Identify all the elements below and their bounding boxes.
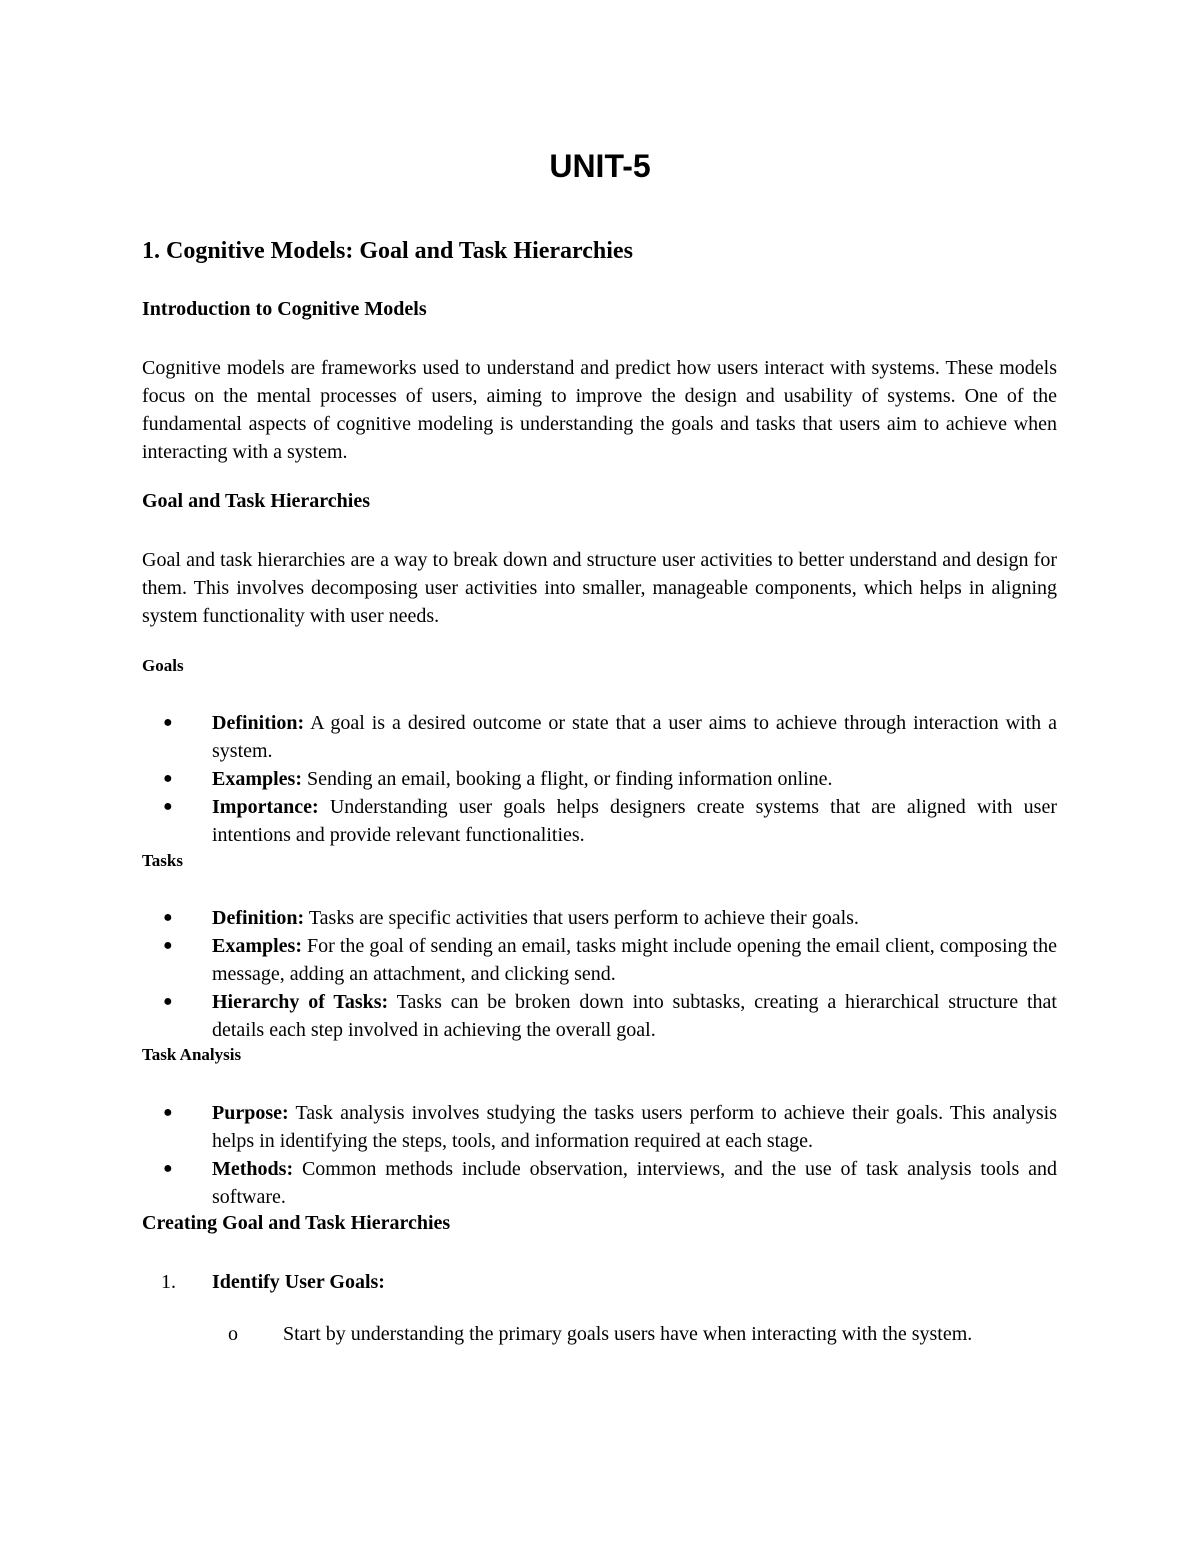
item-term: Hierarchy of Tasks: — [212, 991, 389, 1013]
item-text: Common methods include observation, interviews, and the use of task analysis tools and software. — [212, 1158, 1057, 1208]
list-item — [0, 1099, 1200, 1155]
item-term: Definition: — [212, 907, 305, 929]
sub-marker: o — [228, 1323, 238, 1345]
task-analysis-list — [0, 1099, 1200, 1211]
sub-text: Start by understanding the primary goals users have when interacting with the system. — [283, 1323, 973, 1345]
task-analysis-heading: Task Analysis — [142, 1045, 242, 1064]
creating-heading: Creating Goal and Task Hierarchies — [142, 1212, 451, 1234]
bullet-icon: ● — [163, 770, 173, 787]
intro-paragraph: Cognitive models are frameworks used to understand and predict how users interact with systems. These models focus on the mental processes of users, aiming to improve the design and usability of systems. One of the fundamental aspects of cognitive modeling is understanding the goals and tasks that users aim to achieve when interacting with a system. — [142, 357, 1057, 463]
item-text: A goal is a desired outcome or state that a user aims to achieve through interaction with a system. — [212, 712, 1057, 762]
item-text: Tasks are specific activities that users perform to achieve their goals. — [304, 907, 859, 929]
item-term: Examples: — [212, 768, 302, 790]
list-item — [0, 1268, 1200, 1296]
list-item — [0, 1320, 1200, 1348]
list-item — [0, 709, 1200, 765]
bullet-icon: ● — [163, 1104, 173, 1121]
item-term: Methods: — [212, 1158, 294, 1180]
gth-heading: Goal and Task Hierarchies — [142, 490, 371, 512]
tasks-list — [0, 904, 1200, 1044]
item-text: For the goal of sending an email, tasks might include opening the email client, composing the message, adding an attachment, and clicking send. — [212, 935, 1057, 985]
page-title: UNIT-5 — [549, 148, 651, 184]
bullet-icon: ● — [163, 798, 173, 815]
item-text: Sending an email, booking a flight, or finding information online. — [302, 768, 833, 790]
item-text: Understanding user goals helps designers create systems that are aligned with user intentions and provide relevant functionalities. — [212, 796, 1057, 846]
bullet-icon: ● — [163, 937, 173, 954]
item-term: Purpose: — [212, 1102, 289, 1124]
section-heading: 1. Cognitive Models: Goal and Task Hierarchies — [142, 238, 633, 264]
list-item — [0, 932, 1200, 988]
item-term: Importance: — [212, 796, 319, 818]
list-item — [0, 765, 1200, 793]
bullet-icon: ● — [163, 993, 173, 1010]
item-text: Tasks can be broken down into subtasks, creating a hierarchical structure that details each step involved in achieving the overall goal. — [212, 991, 1057, 1041]
step-number: 1. — [161, 1271, 176, 1293]
goals-list — [0, 709, 1200, 849]
list-item — [0, 904, 1200, 932]
item-term: Examples: — [212, 935, 302, 957]
bullet-icon: ● — [163, 1160, 173, 1177]
goals-heading: Goals — [142, 656, 184, 675]
creating-steps-list — [0, 1268, 1200, 1296]
step-term: Identify User Goals: — [212, 1271, 385, 1293]
creating-sub-list — [0, 1320, 1200, 1348]
tasks-heading: Tasks — [142, 851, 183, 870]
item-term: Definition: — [212, 712, 305, 734]
intro-heading: Introduction to Cognitive Models — [142, 298, 427, 320]
bullet-icon: ● — [163, 714, 173, 731]
list-item — [0, 1155, 1200, 1211]
bullet-icon: ● — [163, 909, 173, 926]
gth-paragraph: Goal and task hierarchies are a way to break down and structure user activities to better understand and design for them. This involves decomposing user activities into smaller, manageable components, which helps in aligning system functionality with user needs. — [142, 549, 1057, 627]
item-text: Task analysis involves studying the tasks users perform to achieve their goals. This analysis helps in identifying the steps, tools, and information required at each stage. — [212, 1102, 1057, 1152]
list-item — [0, 988, 1200, 1044]
list-item — [0, 793, 1200, 849]
